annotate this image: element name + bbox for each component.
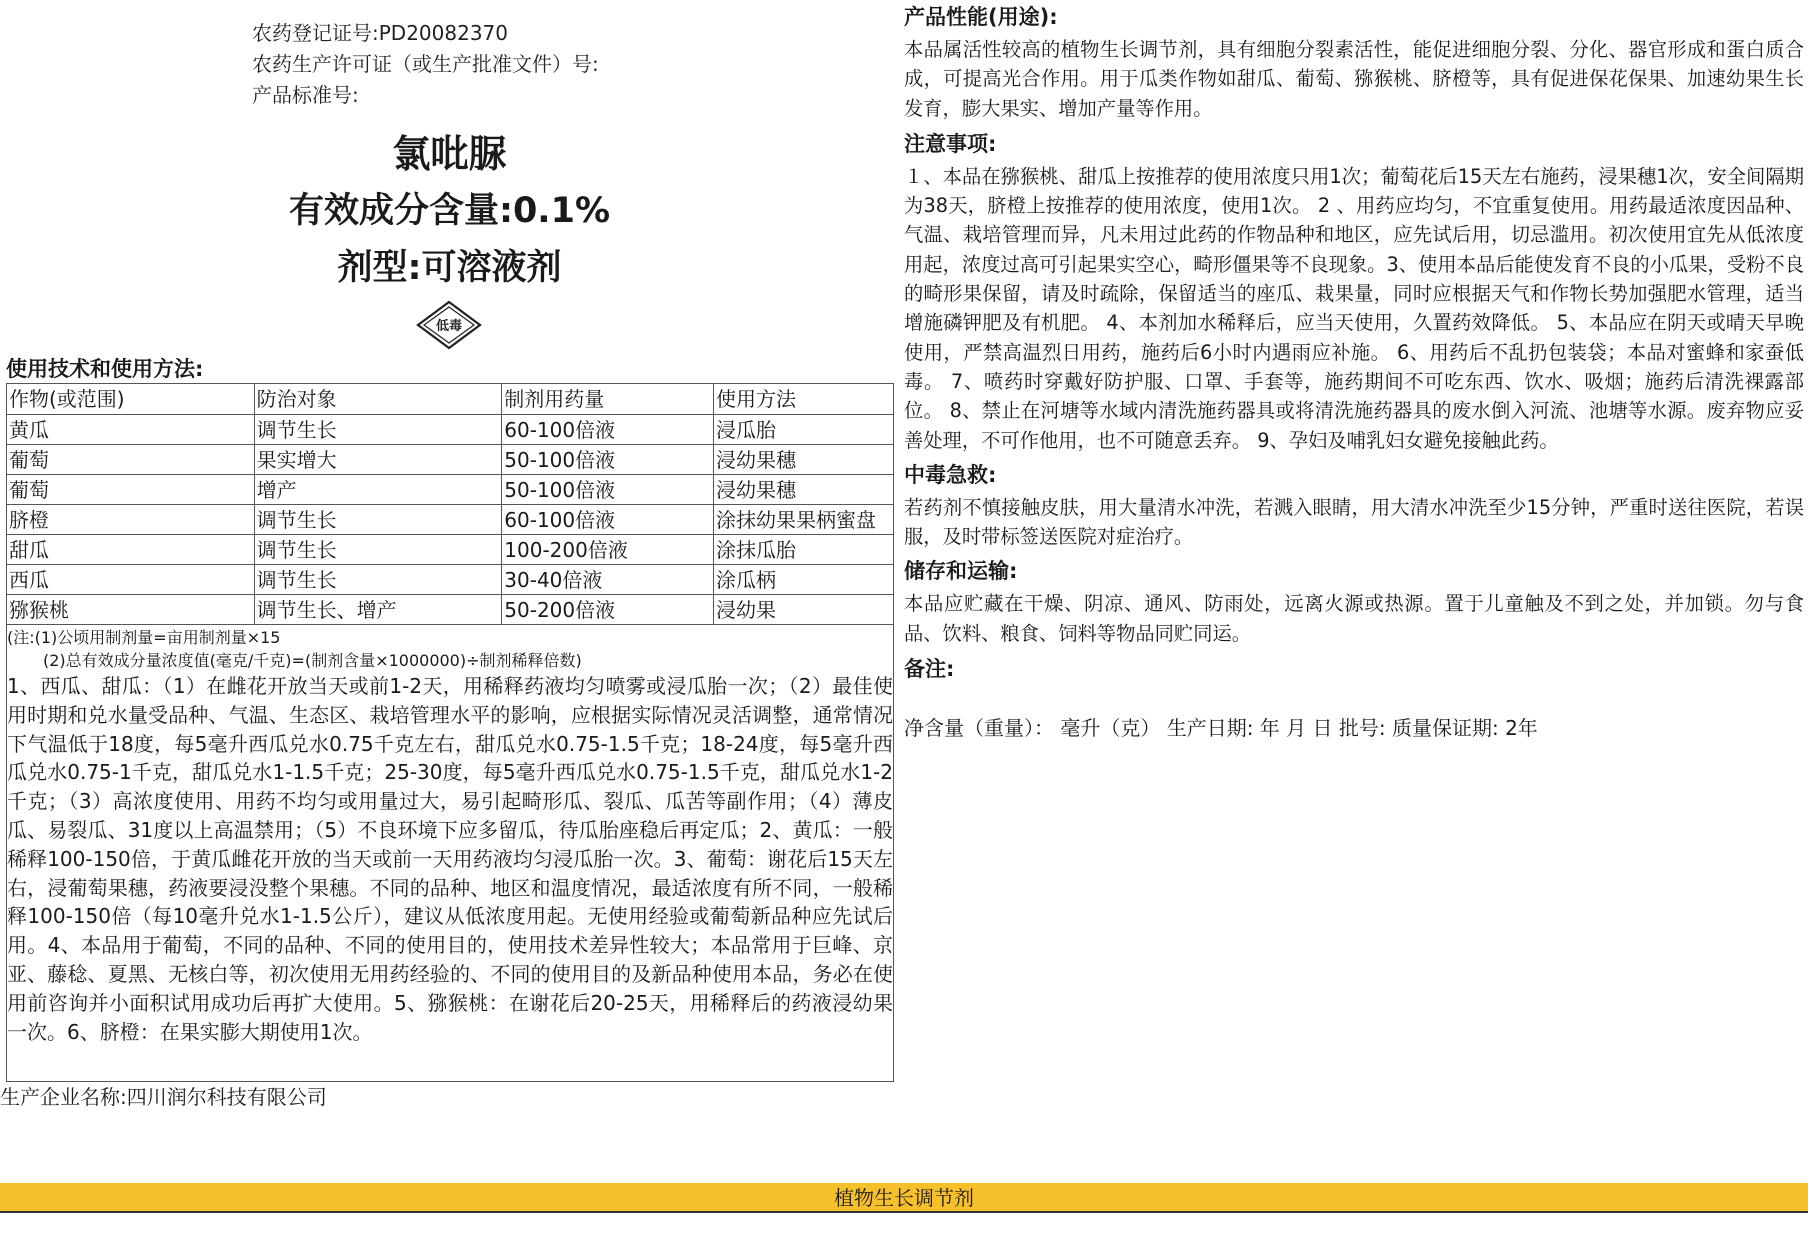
table-cell: 黄瓜 <box>7 415 255 445</box>
table-cell: 增产 <box>254 475 502 505</box>
table-cell: 甜瓜 <box>7 535 255 565</box>
table-cell: 60-100倍液 <box>502 505 714 535</box>
product-title-block <box>252 126 647 296</box>
table-row <box>7 505 894 535</box>
table-cell: 猕猴桃 <box>7 595 255 625</box>
column-header: 制剂用药量 <box>502 384 714 415</box>
usage-heading: 使用技术和使用方法: <box>6 357 204 381</box>
table-cell: 调节生长、增产 <box>254 595 502 625</box>
column-header: 使用方法 <box>714 384 894 415</box>
precautions-text: １、本品在猕猴桃、甜瓜上按推荐的使用浓度只用1次；葡萄花后15天左右施药，浸果穗1次，安全间隔期为38天，脐橙上按推荐的使用浓度，使用1次。 2 、用药应均匀，不宜重复使用。用药最适浓度因品种、气温、栽培管理而异，凡未用过此药的作物品种和地区，应先试后用，切忌滥用。初次使用宜先从低浓度用起，浓度过高可引起果实空心，畸形僵果等不良现象。3、使用本品后能使发育不良的小瓜果，受粉不良的畸形果保留，请及时疏除，保留适当的座瓜、栽果量，同时应根据天气和作物长势加强肥水管理，适当增施磷钾肥及有机肥。 4、本剂加水稀释后，应当天使用，久置药效降低。 5、本品应在阴天或晴天早晚使用，严禁高温烈日用药，施药后6小时内遇雨应补施。 6、用药后不乱扔包装袋；本品对蜜蜂和家蚕低毒。 7、喷药时穿戴好防护服、口罩、手套等，施药期间不可吃东西、饮水、吸烟；施药后清洗裸露部位。 8、禁止在河塘等水域内清洗施药器具或将清洗施药器具的废水倒入河流、池塘等水源。废弃物应妥善处理，不可作他用，也不可随意丢弃。 9、孕妇及哺乳妇女避免接触此药。 <box>904 164 1804 452</box>
table-cell: 脐橙 <box>7 505 255 535</box>
table-row <box>7 445 894 475</box>
registration-number: 农药登记证号:PD20082370 <box>252 21 508 45</box>
column-header: 作物(或范围) <box>7 384 255 415</box>
table-cell: 100-200倍液 <box>502 535 714 565</box>
table-cell: 浸幼果 <box>714 595 894 625</box>
toxicity-label: 低毒 <box>435 319 463 334</box>
performance-heading: 产品性能(用途): <box>904 5 1058 29</box>
formulation: 剂型:可溶液剂 <box>337 248 562 288</box>
usage-instructions-text: 1、西瓜、甜瓜：（1）在雌花开放当天或前1-2天，用稀释药液均匀喷雾或浸瓜胎一次；（2）最佳使用时期和兑水量受品种、气温、生态区、栽培管理水平的影响，应根据实际情况灵活调整，通常情况下气温低于18度，每5毫升西瓜兑水0.75千克左右，甜瓜兑水0.75-1.5千克；18-24度，每5毫升西瓜兑水0.75-1千克，甜瓜兑水1-1.5千克；25-30度，每5毫升西瓜兑水0.75-1.5千克，甜瓜兑水1-2千克；（3）高浓度使用、用药不均匀或用量过大，易引起畸形瓜、裂瓜、瓜苦等副作用；（4）薄皮瓜、易裂瓜、31度以上高温禁用；（5）不良环境下应多留瓜，待瓜胎座稳后再定瓜；2、黄瓜：一般稀释100-150倍，于黄瓜雌花开放的当天或前一天用药液均匀浸瓜胎一次。3、葡萄：谢花后15天左右，浸葡萄果穗，药液要浸没整个果穗。不同的品种、地区和温度情况，最适浓度有所不同，一般稀释100-150倍（每10毫升兑水1-1.5公斤），建议从低浓度用起。无使用经验或葡萄新品种应先试后用。4、本品用于葡萄，不同的品种、不同的使用目的，使用技术差异性较大；本品常用于巨峰、京亚、藤稔、夏黑、无核白等，初次使用无用药经验的、不同的使用目的及新品种使用本品，务必在使用前咨询并小面积试用成功后再扩大使用。5、猕猴桃：在谢花后20-25天，用稀释后的药液浸幼果一次。6、脐橙：在果实膨大期使用1次。 <box>7 674 893 1044</box>
table-cell: 浸幼果穗 <box>714 445 894 475</box>
table-cell: 涂瓜柄 <box>714 565 894 595</box>
table-row <box>7 535 894 565</box>
remarks-heading: 备注: <box>904 657 955 682</box>
product-name: 氯吡脲 <box>392 132 507 176</box>
right-column <box>904 0 1804 742</box>
toxicity-diamond-icon <box>416 300 482 350</box>
company-name: 生产企业名称:四川润尔科技有限公司 <box>0 1085 327 1109</box>
table-cell: 葡萄 <box>7 445 255 475</box>
active-content: 有效成分含量:0.1% <box>288 191 611 231</box>
table-cell: 涂抹瓜胎 <box>714 535 894 565</box>
table-cell: 调节生长 <box>254 415 502 445</box>
table-cell: 浸瓜胎 <box>714 415 894 445</box>
table-row <box>7 595 894 625</box>
table-row <box>7 475 894 505</box>
table-cell: 涂抹幼果果柄蜜盘 <box>714 505 894 535</box>
table-cell: 调节生长 <box>254 535 502 565</box>
usage-note-2: (2)总有效成分量浓度值(毫克/千克)=(制剂含量×1000000)÷制剂稀释倍数) <box>43 651 582 670</box>
table-cell: 西瓜 <box>7 565 255 595</box>
table-row <box>7 415 894 445</box>
table-row <box>7 565 894 595</box>
production-license: 农药生产许可证（或生产批准文件）号: <box>252 52 599 76</box>
storage-heading: 储存和运输: <box>904 559 1018 584</box>
usage-note-1: (注:(1)公顷用制剂量=亩用制剂量×15 <box>7 628 281 647</box>
first-aid-text: 若药剂不慎接触皮肤，用大量清水冲洗，若溅入眼睛，用大清水冲洗至少15分钟，严重时送往医院，若误服，及时带标签送医院对症治疗。 <box>904 495 1804 549</box>
standard-number: 产品标准号: <box>252 83 359 107</box>
usage-instructions-box <box>6 625 894 1082</box>
table-cell: 调节生长 <box>254 505 502 535</box>
table-cell: 30-40倍液 <box>502 565 714 595</box>
column-header: 防治对象 <box>254 384 502 415</box>
first-aid-heading: 中毒急救: <box>904 462 997 487</box>
table-cell: 60-100倍液 <box>502 415 714 445</box>
storage-text: 本品应贮藏在干燥、阴凉、通风、防雨处，远离火源或热源。置于儿童触及不到之处，并加锁。勿与食品、饮料、粮食、饲料等物品同贮同运。 <box>904 592 1804 645</box>
footer-category-band: 植物生长调节剂 <box>0 1183 1808 1213</box>
net-content-line: 净含量（重量）： 毫升（克） 生产日期: 年 月 日 批号: 质量保证期: 2年 <box>904 716 1538 741</box>
table-cell: 50-200倍液 <box>502 595 714 625</box>
table-cell: 调节生长 <box>254 565 502 595</box>
table-cell: 葡萄 <box>7 475 255 505</box>
performance-text: 本品属活性较高的植物生长调节剂，具有细胞分裂素活性，能促进细胞分裂、分化、器官形成和蛋白质合成，可提高光合作用。用于瓜类作物如甜瓜、葡萄、猕猴桃、脐橙等，具有促进保花保果、加速幼果生长发育，膨大果实、增加产量等作用。 <box>904 38 1804 120</box>
table-header-row <box>7 384 894 415</box>
table-cell: 50-100倍液 <box>502 475 714 505</box>
table-cell: 果实增大 <box>254 445 502 475</box>
table-cell: 50-100倍液 <box>502 445 714 475</box>
precautions-heading: 注意事项: <box>904 131 997 156</box>
usage-table <box>6 383 894 625</box>
registration-info <box>252 18 872 111</box>
table-cell: 浸幼果穗 <box>714 475 894 505</box>
